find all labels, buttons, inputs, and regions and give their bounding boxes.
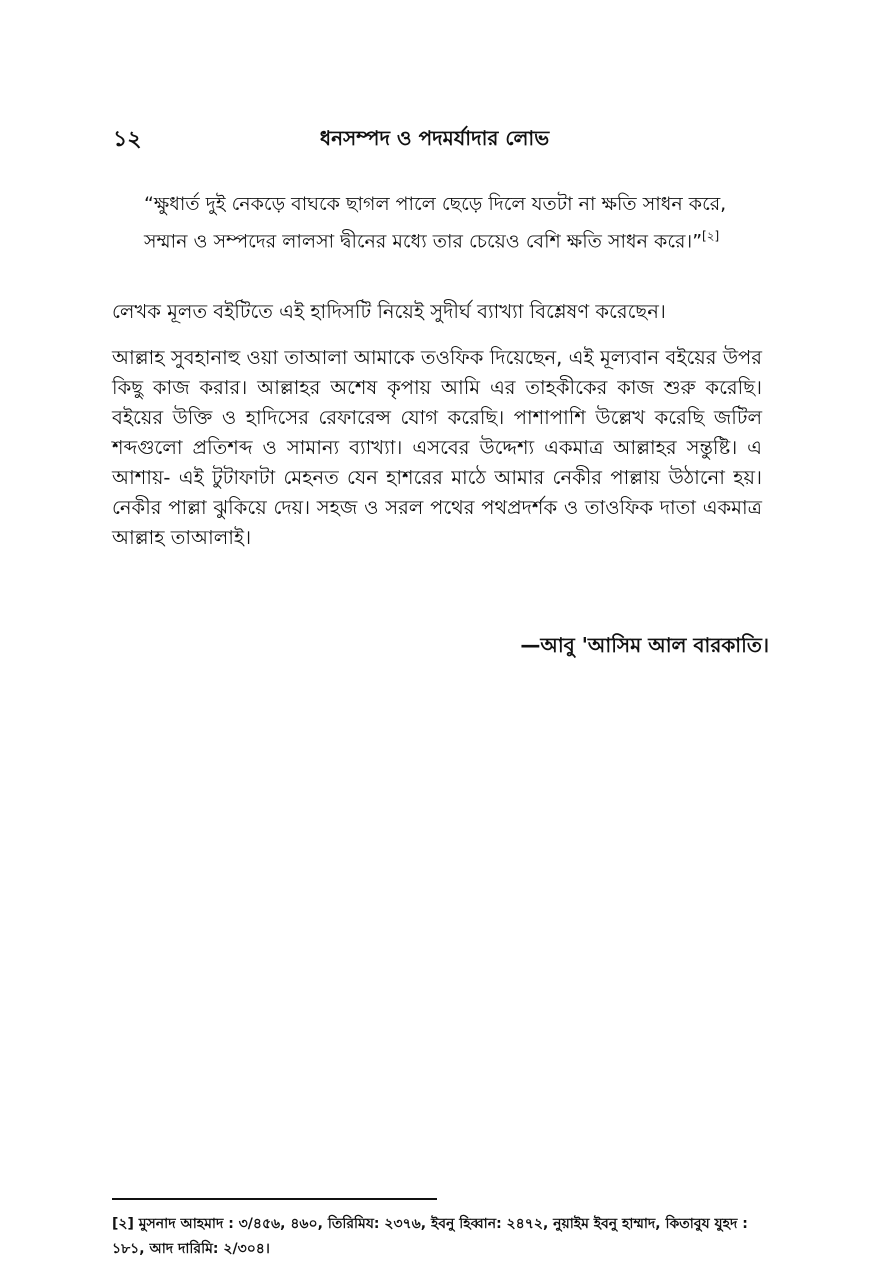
footnote-divider bbox=[112, 1198, 437, 1200]
quote-text: “ক্ষুধার্ত দুই নেকড়ে বাঘকে ছাগল পালে ছেড়ে দিলে যতটা না ক্ষতি সাধন করে, সম্মান ও সম্পদের লালসা দ্বীনের মধ্যে তার চেয়েও বেশি ক্ষতি সাধন করে।” bbox=[144, 193, 727, 253]
running-title: ধনসম্পদ ও পদমর্যাদার লোভ bbox=[319, 126, 550, 150]
body-paragraph: আল্লাহ সুবহানাহু ওয়া তাআলা আমাকে তওফিক দিয়েছেন, এই মূল্যবান বইয়ের উপর কিছু কাজ করার। আল্লাহর অশেষ কৃপায় আমি এর তাহকীকের কাজ শুরু করেছি। বইয়ের উক্তি ও হাদিসের রেফারেন্স যোগ করেছি। পাশাপাশি উল্লেখ করেছি জটিল শব্দগুলো প্রতিশব্দ ও সামান্য ব্যাখ্যা। এসবের উদ্দেশ্য একমাত্র আল্লাহর সন্তুষ্টি। এ আশায়- এই টুটাফাটা মেহনত যেন হাশরের মাঠে আমার নেকীর পাল্লায় উঠানো হয়। নেকীর পাল্লা ঝুকিয়ে দেয়। সহজ ও সরল পথের পথপ্রদর্শক ও তাওফিক দাতা একমাত্র আল্লাহ তাআলাই। bbox=[112, 346, 762, 549]
footnote-reference: [২] bbox=[702, 229, 720, 243]
summary-line: লেখক মূলত বইটিতে এই হাদিসটি নিয়েই সুদীর্ঘ ব্যাখ্যা বিশ্লেষণ করেছেন। bbox=[112, 300, 666, 323]
footnote: [২] মুসনাদ আহমাদ : ৩/৪৫৬, ৪৬০, তিরিমিয: ২৩৭৬, ইবনু হিব্বান: ২৪৭২, নুয়াইম ইবনু হাম্মাদ, কিতাবুয যুহদ : ১৮১, আদ দারিমি: ২/৩০৪। bbox=[112, 1216, 748, 1257]
author-signature: —আবু 'আসিম আল বারকাতি। bbox=[520, 633, 769, 657]
page-number: ১২ bbox=[113, 127, 142, 152]
hadith-quote bbox=[144, 188, 759, 257]
